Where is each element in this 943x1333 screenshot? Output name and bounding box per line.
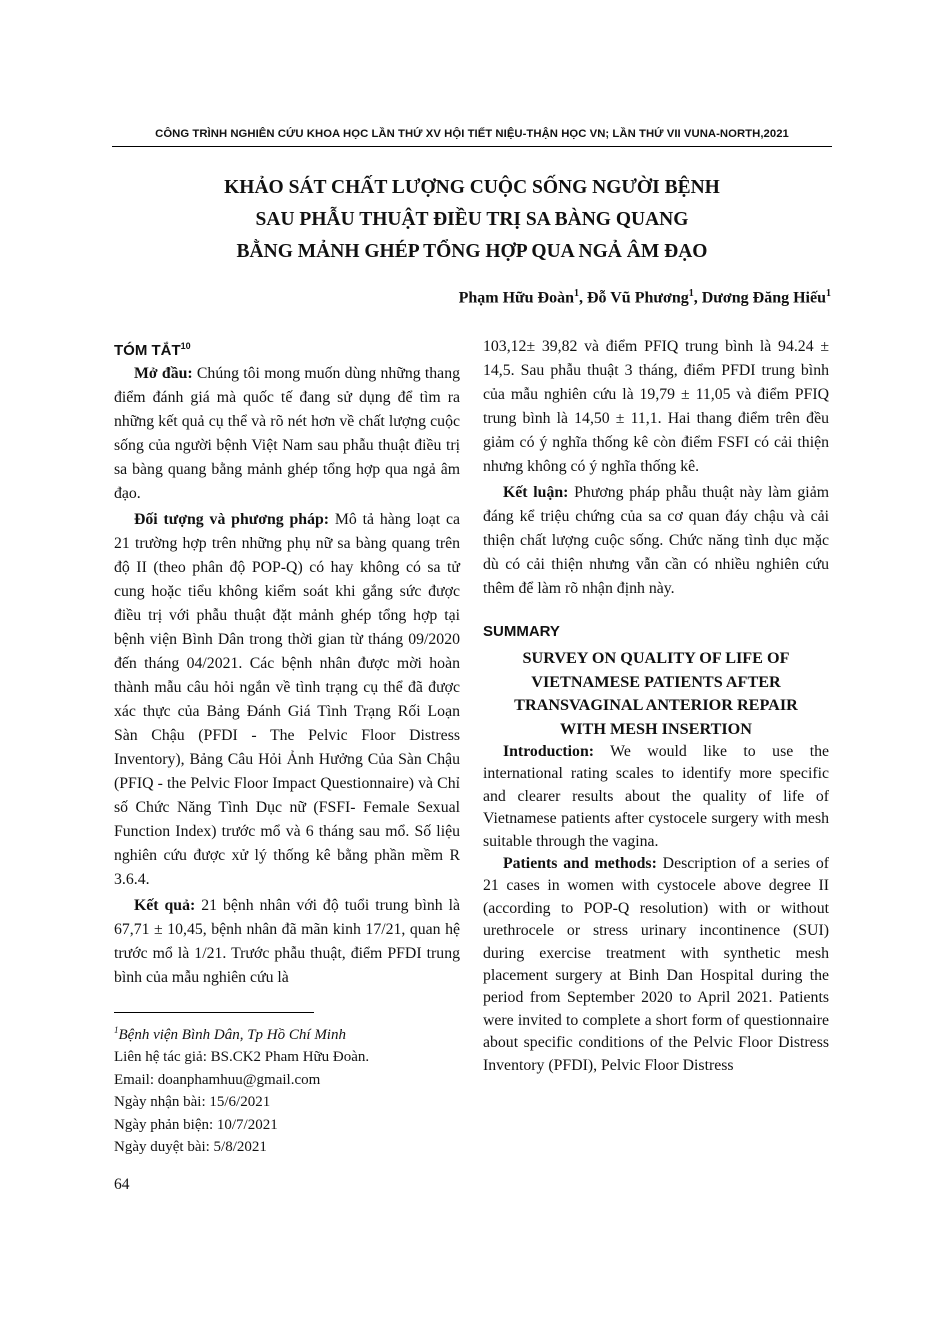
intro-text: Chúng tôi mong muốn dùng những thang điểm đánh giá mà quốc tế đang sử dụng để tìm ra những kết quả cụ thể và rõ nét hơn về chất lượng cuộc sống của người bệnh Việt Nam sau phẫu thuật điều trị sa bàng quang bằng mảnh ghép tổng hợp qua ngả âm đạo. bbox=[114, 365, 460, 502]
intro-lead: Mở đầu: bbox=[134, 365, 193, 382]
summary-intro-lead: Introduction: bbox=[503, 743, 594, 760]
footnotes bbox=[114, 1019, 460, 1158]
methods-text: Mô tả hàng loạt ca 21 trường hợp trên những phụ nữ sa bàng quang trên độ II (theo phân độ POP-Q) có hay không có sa tử cung hoặc tiểu không kiểm soát khi gắng sức được điều trị với phẫu thuật đặt mảnh ghép tổng hợp tại bệnh viện Bình Dân trong thời gian từ tháng 09/2020 đến tháng 04/2021. Các bệnh nhân được mời hoàn thành mẫu câu hỏi ngắn về tình trạng cụ thể đã được xác thực của Bảng Đánh Giá Tình Trạng Rối Loạn Sàn Chậu (PFDI - The Pelvic Floor Distress Inventory), Bảng Câu Hỏi Ảnh Hưởng Của Sàn Chậu (PFIQ - the Pelvic Floor Impact Questionnaire) và Chỉ số Chức Năng Tình Dục nữ (FSFI- Female Sexual Function Index) trước mổ và 6 tháng sau mổ. Số liệu nghiên cứu được xử lý thống kê bằng phần mềm R 3.6.4. bbox=[114, 511, 460, 888]
abstract-methods bbox=[114, 508, 460, 892]
summary-methods-text: Description of a series of 21 cases in women with cystocele above degree II (according to POP-Q resolution) with or without urethrocele or stress urinary incontinence (SUI) during exercise treatment with synthetic mesh placement surgery at Binh Dan Hospital during the period from September 2020 to April 2021. Patients were invited to complete a short form of questionnaire about specific conditions of the Pelvic Floor Distress Inventory (PFDI), Pelvic Floor Distress bbox=[483, 855, 829, 1074]
right-column bbox=[483, 335, 829, 1077]
author-affiliation-mark: 1 bbox=[688, 288, 694, 299]
methods-lead: Đối tượng và phương pháp: bbox=[134, 511, 330, 528]
summary-intro-text: We would like to use the international rating scales to identify more specific and clearer results about the quality of life of Vietnamese patients after cystocele surgery with mesh suitable through the vagina. bbox=[483, 743, 829, 850]
title-line: SAU PHẪU THUẬT ĐIỀU TRỊ SA BÀNG QUANG bbox=[255, 209, 689, 230]
accepted-date: Ngày duyệt bài: 5/8/2021 bbox=[114, 1139, 267, 1156]
english-title-line: TRANSVAGINAL ANTERIOR REPAIR bbox=[514, 696, 798, 714]
reviewed-date: Ngày phản biện: 10/7/2021 bbox=[114, 1116, 278, 1133]
abstract-intro bbox=[114, 362, 460, 506]
abstract-heading bbox=[114, 335, 460, 362]
author-affiliation-mark: 1 bbox=[573, 288, 579, 299]
english-title-line: SURVEY ON QUALITY OF LIFE OF bbox=[522, 649, 790, 667]
running-header: CÔNG TRÌNH NGHIÊN CỨU KHOA HỌC LẦN THỨ XV HỘI TIẾT NIỆU-THẬN HỌC VN; LẦN THỨ VII VUNA-NORTH,2021 bbox=[155, 128, 789, 140]
author-separator: , bbox=[693, 289, 702, 307]
conclusion-lead: Kết luận: bbox=[503, 484, 569, 501]
abstract-conclusion bbox=[483, 481, 829, 601]
article-title bbox=[112, 172, 832, 268]
email-note: Email: doanphamhuu@gmail.com bbox=[114, 1071, 321, 1088]
contact-note: Liên hệ tác giả: BS.CK2 Pham Hữu Đoàn. bbox=[114, 1049, 370, 1066]
author-name: Phạm Hữu Đoàn bbox=[458, 289, 574, 307]
summary-methods bbox=[483, 853, 829, 1077]
title-line: KHẢO SÁT CHẤT LƯỢNG CUỘC SỐNG NGƯỜI BỆNH bbox=[224, 177, 720, 198]
abstract-heading-text: TÓM TẮT bbox=[114, 342, 181, 359]
header-rule bbox=[112, 146, 832, 147]
author-name: Đỗ Vũ Phương bbox=[586, 289, 689, 307]
summary-intro bbox=[483, 741, 829, 853]
received-date: Ngày nhận bài: 15/6/2021 bbox=[114, 1094, 271, 1111]
affiliation-note bbox=[114, 1019, 460, 1046]
summary-heading: SUMMARY bbox=[483, 623, 560, 640]
english-title-line: VIETNAMESE PATIENTS AFTER bbox=[531, 672, 781, 691]
author-list bbox=[459, 288, 831, 307]
title-line: BẰNG MẢNH GHÉP TỔNG HỢP QUA NGẢ ÂM ĐẠO bbox=[236, 241, 708, 262]
footnote-rule bbox=[114, 1012, 314, 1013]
english-title bbox=[483, 647, 829, 741]
affiliation-text: Bệnh viện Bình Dân, Tp Hồ Chí Minh bbox=[118, 1027, 346, 1043]
conclusion-text: Phương pháp phẫu thuật này làm giảm đáng kể triệu chứng của sa cơ quan đáy chậu và cải thiện chất lượng cuộc sống. Chức năng tình dục mặc dù có cải thiện nhưng vẫn cần có nhiều nghiên cứu thêm để làm rõ nhận định này. bbox=[483, 484, 829, 597]
summary-methods-lead: Patients and methods: bbox=[503, 855, 657, 873]
abstract-results bbox=[114, 894, 460, 990]
left-column bbox=[114, 335, 460, 990]
author-name: Dương Đăng Hiếu bbox=[701, 289, 826, 307]
footnote-mark: 10 bbox=[180, 341, 191, 351]
english-title-line: WITH MESH INSERTION bbox=[560, 719, 752, 738]
affiliation-mark: 1 bbox=[114, 1025, 119, 1035]
page-number: 64 bbox=[114, 1176, 130, 1193]
author-separator: , bbox=[578, 289, 587, 307]
results-text: 21 bệnh nhân với độ tuổi trung bình là 67,71 ± 10,45, bệnh nhân đã mãn kinh 17/21, quan hệ trước mổ là 1/21. Trước phẫu thuật, điểm PFDI trung bình của mẫu nghiên cứu là bbox=[114, 897, 460, 986]
author-affiliation-mark: 1 bbox=[826, 288, 831, 299]
results-lead: Kết quả: bbox=[134, 897, 196, 914]
abstract-results-continued: 103,12± 39,82 và điểm PFIQ trung bình là 94.24 ± 14,5. Sau phẫu thuật 3 tháng, điểm PFDI trung bình của mẫu nghiên cứu là 19,79 ± 11,05 và điểm PFIQ trung bình là 14,50 ± 11,1. Hai thang điểm trên đều giảm có ý nghĩa thống kê còn điểm FSFI có cải thiện nhưng không có ý nghĩa thống kê. bbox=[483, 338, 829, 475]
